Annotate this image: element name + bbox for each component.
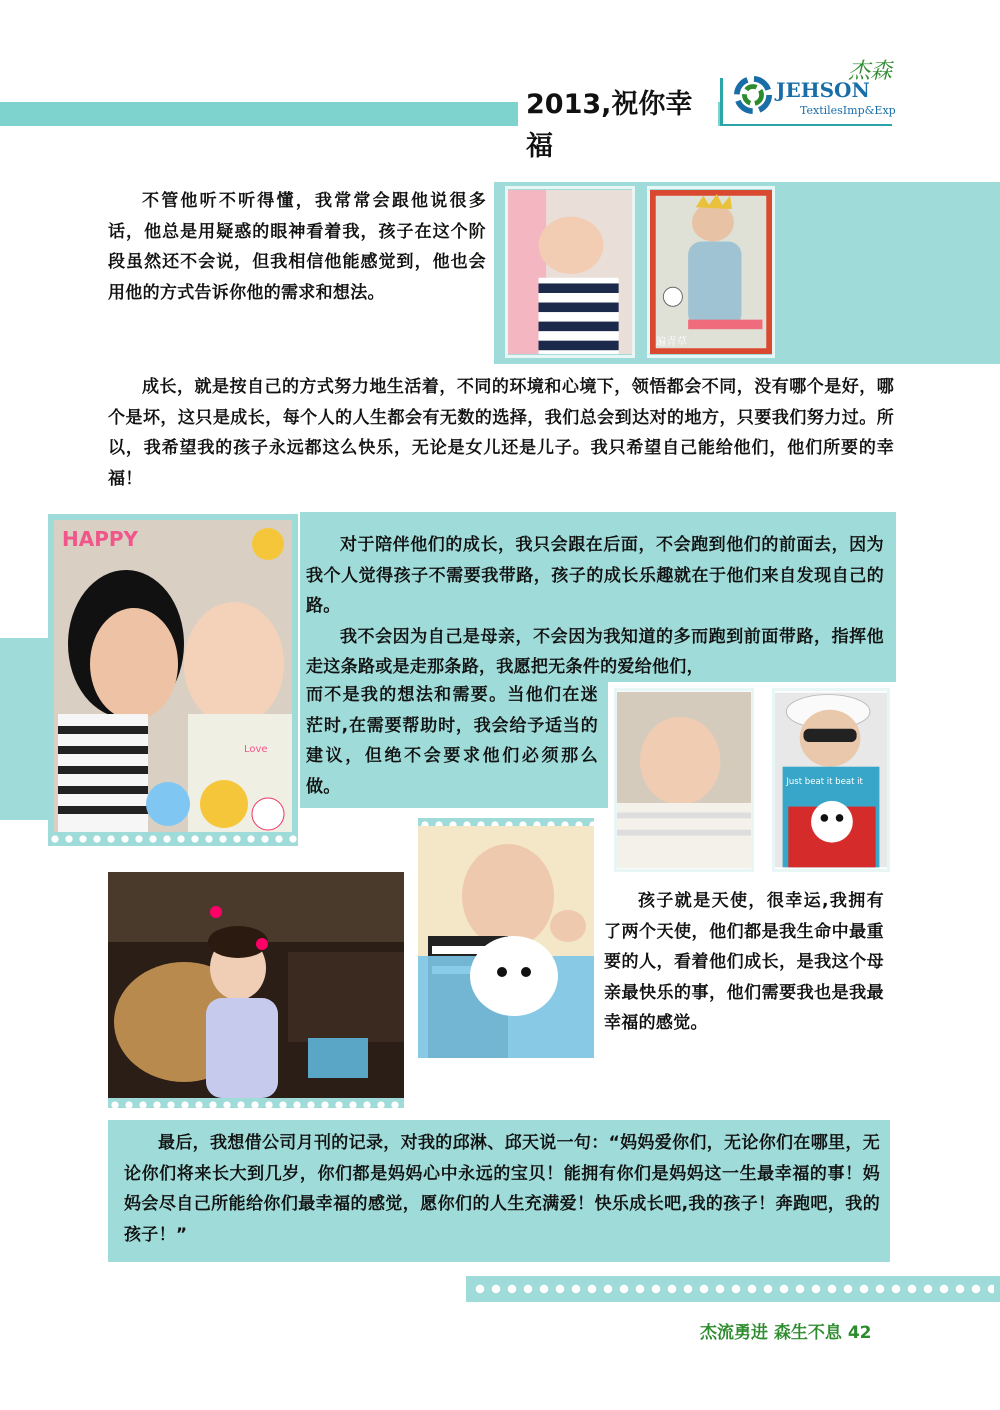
baby-sunglasses-photo bbox=[772, 688, 890, 872]
photo-caption: 遍青草 bbox=[655, 335, 688, 348]
logo-text: JEHSON bbox=[776, 78, 870, 102]
girl-chair-photo bbox=[108, 872, 404, 1098]
header-divider bbox=[720, 78, 723, 126]
baby-portrait-photo bbox=[614, 688, 754, 872]
page-number: 42 bbox=[847, 1323, 872, 1343]
baby-toy-photo bbox=[418, 826, 594, 1058]
footer-slogan bbox=[700, 1318, 872, 1343]
photo-dot-border-3 bbox=[108, 1098, 404, 1108]
paragraph-2: 成长，就是按自己的方式努力地生活着，不同的环境和心境下，领悟都会不同，没有哪个是好，哪个是坏，这只是成长，每个人的人生都会有无数的选择，我们总会到达对的地方，只要我们努力过。所以，我希望我的孩子永远都这么快乐，无论是女儿还是儿子。我只希望自己能给他们，他们所要的幸福！ bbox=[108, 377, 894, 489]
paragraph-5: 孩子就是天使，很幸运,我拥有了两个天使，他们都是我生命中最重要的人，看着他们成长，是我这个母亲最快乐的事，他们需要我也是我最幸福的感觉。 bbox=[604, 891, 884, 1033]
paragraph-6: 最后，我想借公司月刊的记录，对我的邱淋、邱天说一句：“妈妈爱你们，无论你们在哪里，无论你们将来长大到几岁，你们都是妈妈心中永远的宝贝！能拥有你们是妈妈这一生最幸福的事！妈妈会尽自己所能给你们最幸福的感觉，愿你们的人生充满爱！快乐成长吧,我的孩子！奔跑吧，我的孩子！” bbox=[124, 1133, 880, 1245]
header-rule bbox=[722, 124, 892, 126]
paragraph-4: 而不是我的想法和需要。当他们在迷茫时,在需要帮助时，我会给予适当的建议，但绝不会要求他们必须那么做。 bbox=[306, 685, 598, 797]
left-teal-strip bbox=[0, 638, 48, 820]
heart-pattern bbox=[472, 1282, 994, 1296]
paragraph-1: 不管他听不听得懂，我常常会跟他说很多话，他总是用疑惑的眼神看着我，孩子在这个阶段虽然还不会说，但我相信他能感觉到，他也会用他的方式告诉你他的需求和想法。 bbox=[108, 191, 486, 303]
logo-subtitle: TextilesImp&Exp bbox=[800, 104, 896, 117]
shirt-text: Just beat it beat it bbox=[786, 776, 863, 787]
love-label: Love bbox=[244, 744, 268, 755]
logo-chinese: 杰森 bbox=[848, 59, 893, 84]
paragraph-3: 对于陪伴他们的成长，我只会跟在后面，不会跑到他们的前面去，因为我个人觉得孩子不需要我带路，孩子的成长乐趣就在于他们来自发现自己的路。 我不会因为自己是母亲，不会因为我知道的多而跑到前面带路，指挥他走这条路或是走那条路，我愿把无条件的爱给他们， bbox=[306, 535, 884, 677]
page-title: 2013,祝你幸福 bbox=[518, 84, 718, 126]
photo-dot-border bbox=[48, 832, 298, 846]
jehson-logo-icon bbox=[734, 76, 772, 114]
happy-label: HAPPY bbox=[62, 527, 139, 551]
mother-baby-photo bbox=[48, 514, 298, 846]
footer-band bbox=[466, 1276, 1000, 1302]
baby-crown-photo bbox=[647, 186, 775, 358]
baby-sleeping-photo bbox=[505, 186, 635, 358]
slogan-text: 杰流勇进 森生不息 bbox=[700, 1323, 842, 1343]
